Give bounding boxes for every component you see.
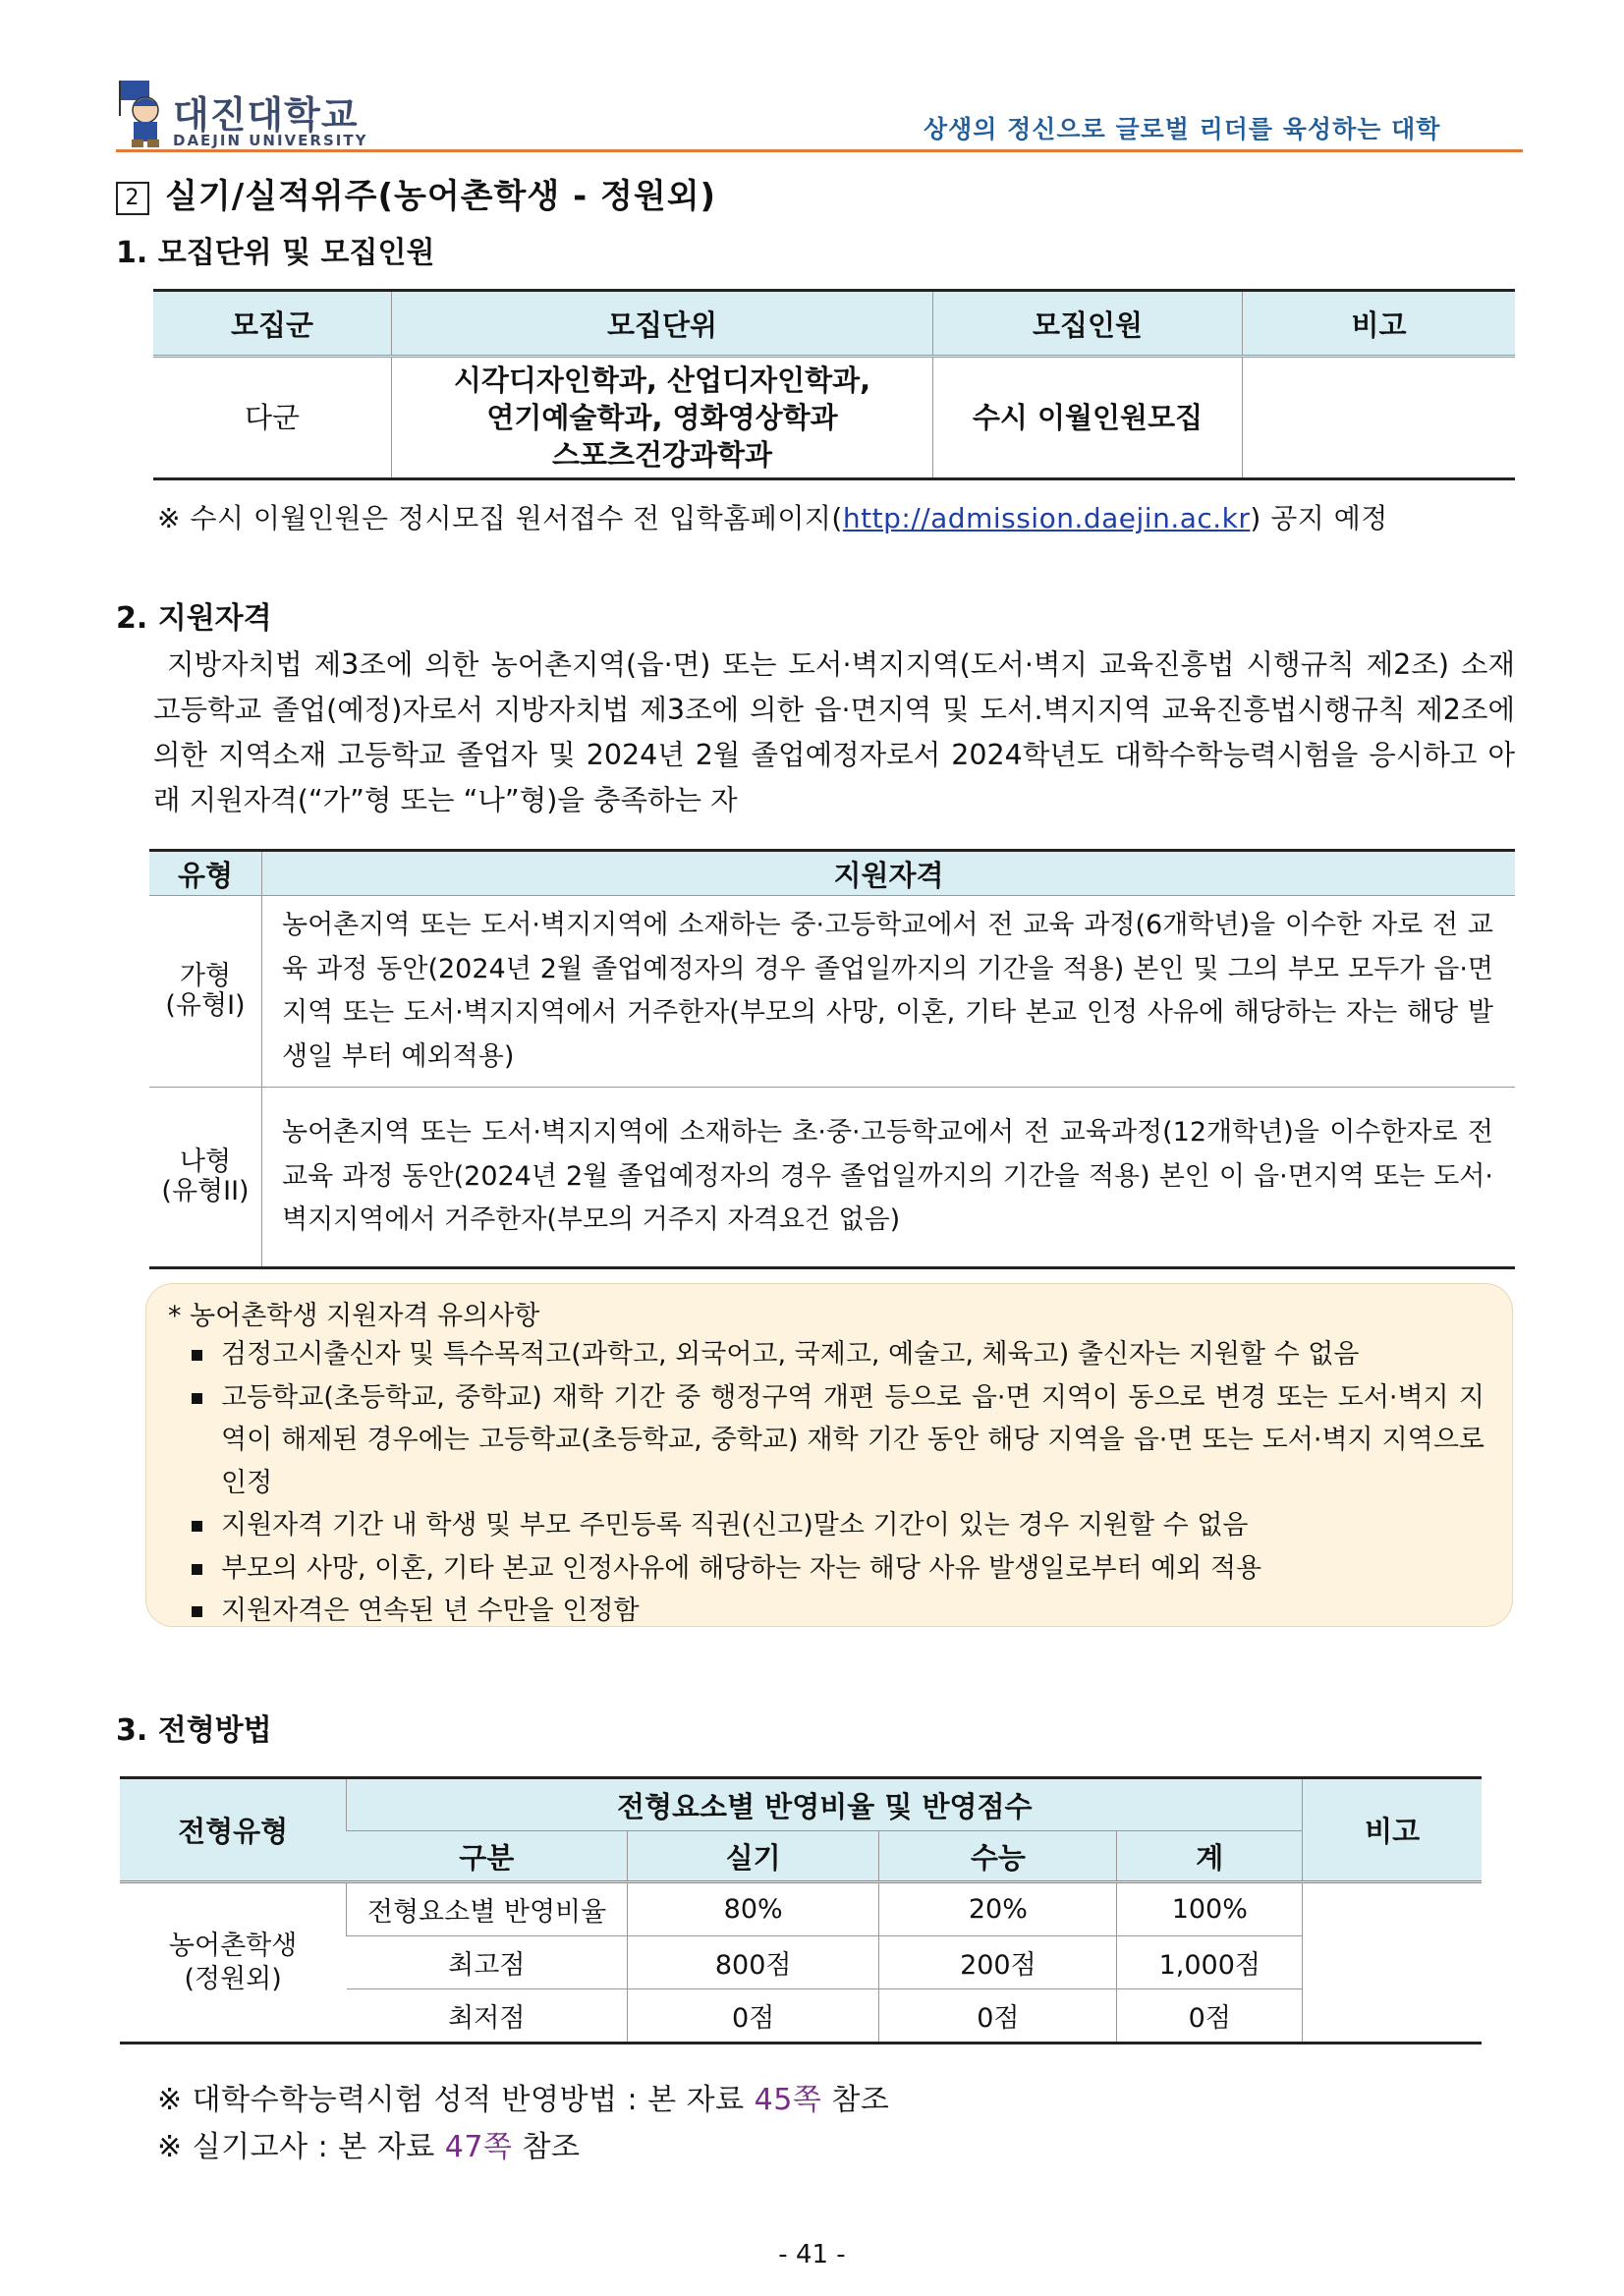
- practical-reference-note: [157, 2122, 580, 2165]
- ref-page: 45쪽: [754, 2083, 822, 2117]
- table-row: [149, 896, 1515, 1088]
- col-header-unit: 모집단위: [392, 291, 933, 357]
- type-sub: (유형II): [161, 1176, 250, 1206]
- col-header-note: 비고: [1303, 1778, 1482, 1882]
- cell-practical: 0점: [627, 1989, 879, 2044]
- cell-csat: 20%: [879, 1882, 1117, 1936]
- header-slogan: 상생의 정신으로 글로벌 리더를 육성하는 대학: [924, 115, 1441, 143]
- cell-practical: 800점: [627, 1936, 879, 1989]
- col-header-qualification: 지원자격: [262, 851, 1516, 896]
- eligibility-paragraph: [153, 643, 1515, 823]
- cell-type: [149, 1088, 262, 1268]
- list-item: 부모의 사망, 이혼, 기타 본교 인정사유에 해당하는 자는 해당 사유 발생일로부터 예외 적용: [188, 1547, 1484, 1591]
- table-row: [153, 357, 1515, 479]
- cell-type: [149, 896, 262, 1088]
- note-text: ※ 수시 이월인원은 정시모집 원서접수 전 입학홈페이지(: [157, 502, 843, 534]
- carryover-note: [157, 497, 1388, 536]
- col-header-total: 계: [1117, 1831, 1303, 1882]
- cell-qualification: 농어촌지역 또는 도서·벽지지역에 소재하는 중·고등학교에서 전 교육 과정(6개학년)을 이수한 자로 전 교육 과정 동안(2024년 2월 졸업예정자의 경우 졸업일까지의 기간을 적용) 본인 및 그의 부모 모두가 읍·면지역 또는 도서·벽지지역에서 거주한자(부모의 사망, 이혼, 기타 본교 인정 사유에 해당하는 자는 해당 발생일 부터 예외적용): [262, 896, 1516, 1088]
- eligibility-text: 지방자치법 제3조에 의한 농어촌지역(읍·면) 또는 도서·벽지지역(도서·벽지 교육진흥법 시행규칙 제2조) 소재 고등학교 졸업(예정)자로서 지방자치법 제3조에 의한 읍·면지역 및 도서.벽지지역 교육진흥법시행규칙 제2조에 의한 지역소재 고등학교 졸업자 및 2024년 2월 졸업예정자로서 2024학년도 대학수학능력시험을 응시하고 아래 지원자격(“가”형 또는 “나”형)을 충족하는 자: [153, 648, 1515, 816]
- ref-text-end: 참조: [821, 2083, 890, 2117]
- cell-qualification: 농어촌지역 또는 도서·벽지지역에 소재하는 초·중·고등학교에서 전 교육과정(12개학년)을 이수한자로 전 교육 과정 동안(2024년 2월 졸업예정자의 경우 졸업일까지의 기간을 적용) 본인 이 읍·면지역 또는 도서·벽지지역에서 거주한자(부모의 거주지 자격요건 없음): [262, 1088, 1516, 1268]
- list-item: 지원자격 기간 내 학생 및 부모 주민등록 직권(신고)말소 기간이 있는 경우 지원할 수 없음: [188, 1504, 1484, 1547]
- header-divider: [116, 149, 1523, 152]
- cell-total: 100%: [1117, 1882, 1303, 1936]
- section-title: [116, 169, 716, 217]
- csat-reference-note: [157, 2075, 889, 2118]
- table-header-row: [120, 1778, 1482, 1831]
- selection-table: [120, 1776, 1482, 2044]
- section-number-box: 2: [116, 182, 149, 215]
- col-header-group: 모집군: [153, 291, 392, 357]
- recruitment-table: [153, 289, 1515, 480]
- heading-eligibility: 2. 지원자격: [116, 601, 272, 636]
- table-row: [120, 1882, 1482, 1936]
- col-header-division: 구분: [347, 1831, 628, 1882]
- cell-note: [1303, 1882, 1482, 2044]
- eligibility-table: [149, 849, 1515, 1269]
- unit-line: 시각디자인학과, 산업디자인학과,: [453, 364, 871, 397]
- col-header-csat: 수능: [879, 1831, 1117, 1882]
- ref-text: ※ 실기고사 : 본 자료: [157, 2130, 445, 2164]
- cell-division: 최고점: [347, 1936, 628, 1989]
- mascot-icon: [116, 77, 171, 151]
- table-header-row: [149, 851, 1515, 896]
- cell-total: 1,000점: [1117, 1936, 1303, 1989]
- cell-count: 수시 이월인원모집: [933, 357, 1243, 479]
- ref-text-end: 참조: [512, 2130, 581, 2164]
- logo-english-text: DAEJIN UNIVERSITY: [173, 132, 368, 149]
- cell-practical: 80%: [627, 1882, 879, 1936]
- section-title-text: 실기/실적위주(농어촌학생 - 정원외): [165, 177, 717, 216]
- cell-csat: 0점: [879, 1989, 1117, 2044]
- type-name: 농어촌학생: [168, 1930, 298, 1961]
- heading-recruitment-units: 1. 모집단위 및 모집인원: [116, 236, 435, 270]
- note-text-end: ) 공지 예정: [1250, 502, 1388, 534]
- list-item: 검정고시출신자 및 특수목적고(과학고, 외국어고, 국제고, 예술고, 체육고) 출신자는 지원할 수 없음: [188, 1333, 1484, 1376]
- type-sub: (정원외): [184, 1963, 282, 1994]
- university-logo: [116, 77, 391, 153]
- notice-title: * 농어촌학생 지원자격 유의사항: [168, 1301, 540, 1331]
- logo-korean-text: 대진대학교: [173, 93, 359, 137]
- list-item: 고등학교(초등학교, 중학교) 재학 기간 중 행정구역 개편 등으로 읍·면 지역이 동으로 변경 또는 도서·벽지 지역이 해제된 경우에는 고등학교(초등학교, 중학교) 재학 기간 동안 해당 지역을 읍·면 또는 도서·벽지 지역으로 인정: [188, 1376, 1484, 1505]
- notice-list: [188, 1333, 1484, 1633]
- cell-csat: 200점: [879, 1936, 1117, 1989]
- admission-homepage-link[interactable]: http://admission.daejin.ac.kr: [842, 502, 1251, 534]
- cell-note: [1243, 357, 1516, 479]
- type-sub: (유형I): [165, 990, 246, 1021]
- type-name: 나형: [179, 1147, 232, 1177]
- col-header-type: 전형유형: [120, 1778, 347, 1882]
- unit-line: 연기예술학과, 영화영상학과: [486, 401, 838, 434]
- list-item: 지원자격은 연속된 년 수만을 인정함: [188, 1590, 1484, 1633]
- col-header-type: 유형: [149, 851, 262, 896]
- col-header-group: 전형요소별 반영비율 및 반영점수: [347, 1778, 1303, 1831]
- cell-type: [120, 1882, 347, 2044]
- cell-total: 0점: [1117, 1989, 1303, 2044]
- cell-units: [392, 357, 933, 479]
- ref-page: 47쪽: [444, 2130, 513, 2164]
- col-header-note: 비고: [1243, 291, 1516, 357]
- ref-text: ※ 대학수학능력시험 성적 반영방법 : 본 자료: [157, 2083, 755, 2117]
- heading-selection-method: 3. 전형방법: [116, 1713, 272, 1748]
- type-name: 가형: [179, 961, 232, 991]
- cell-division: 최저점: [347, 1989, 628, 2044]
- table-header-row: [153, 291, 1515, 357]
- eligibility-notice-box: [145, 1283, 1513, 1627]
- unit-line: 스포츠건강과학과: [551, 438, 773, 472]
- cell-group: 다군: [153, 357, 392, 479]
- cell-division: 전형요소별 반영비율: [347, 1882, 628, 1936]
- table-row: [149, 1088, 1515, 1268]
- page-number: - 41 -: [778, 2240, 846, 2269]
- col-header-count: 모집인원: [933, 291, 1243, 357]
- col-header-practical: 실기: [627, 1831, 879, 1882]
